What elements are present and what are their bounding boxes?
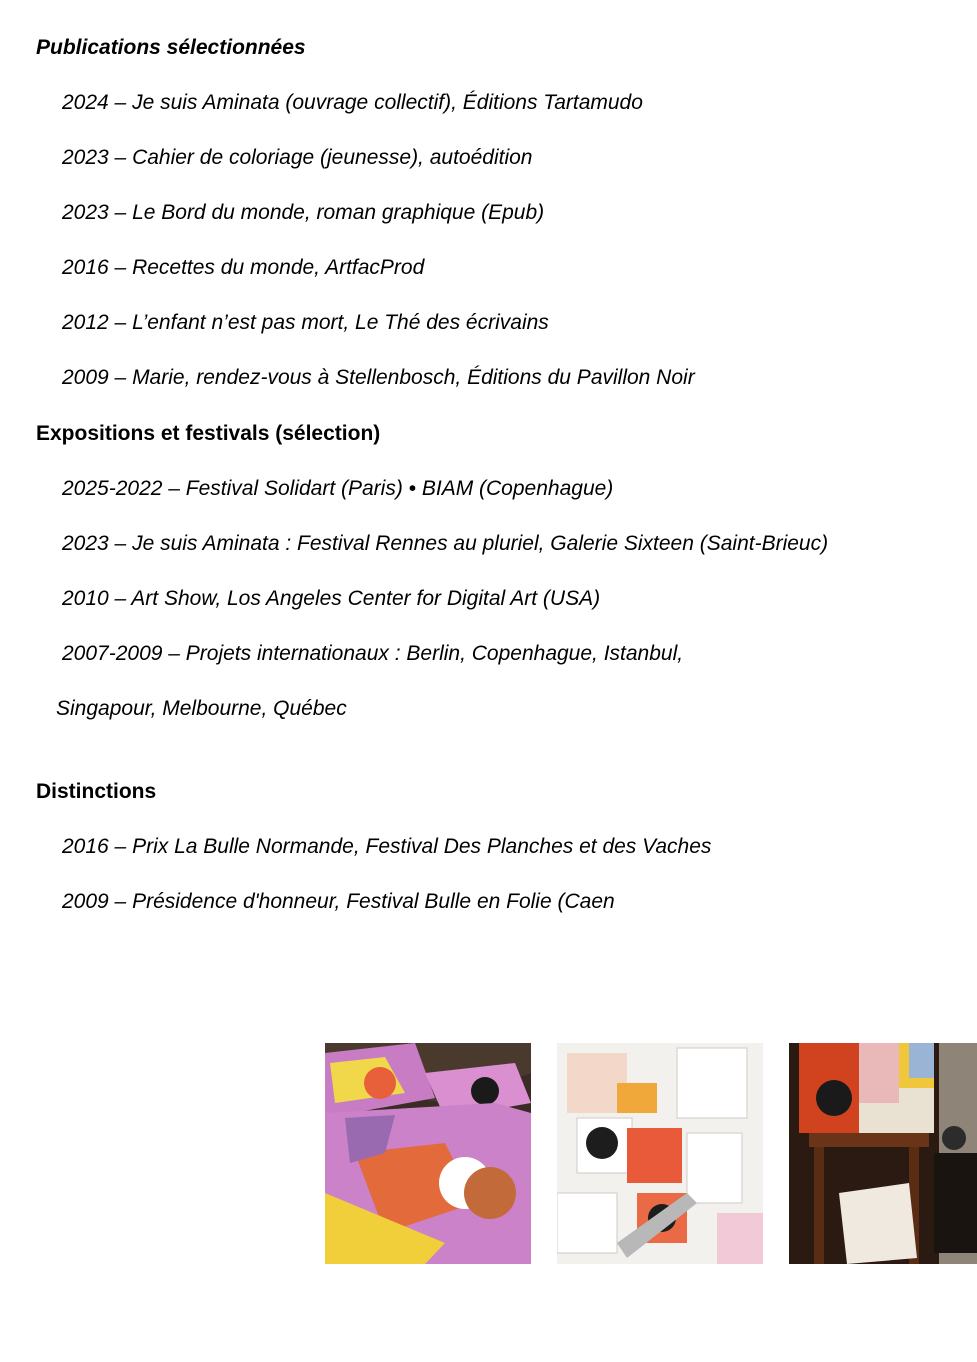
publication-item: 2012 – L’enfant n’est pas mort, Le Thé des écrivains [62, 311, 549, 334]
publication-item: 2023 – Cahier de coloriage (jeunesse), autoédition [62, 146, 533, 169]
distinction-item: 2009 – Présidence d'honneur, Festival Bulle en Folie (Caen [62, 890, 615, 913]
distinction-item: 2016 – Prix La Bulle Normande, Festival Des Planches et des Vaches [62, 835, 712, 858]
expositions-heading: Expositions et festivals (sélection) [36, 422, 381, 445]
distinctions-heading: Distinctions [36, 780, 157, 803]
publication-item: 2016 – Recettes du monde, ArtfacProd [62, 256, 425, 279]
publication-item: 2024 – Je suis Aminata (ouvrage collectif), Éditions Tartamudo [62, 91, 643, 114]
artwork-prints-photo [325, 1043, 531, 1264]
exposition-item: 2010 – Art Show, Los Angeles Center for Digital Art (USA) [62, 587, 601, 610]
publication-item: 2023 – Le Bord du monde, roman graphique (Epub) [62, 201, 545, 224]
exposition-item: 2025-2022 – Festival Solidart (Paris) • BIAM (Copenhague) [62, 477, 614, 500]
exposition-item: 2023 – Je suis Aminata : Festival Rennes au pluriel, Galerie Sixteen (Saint-Brieuc) [62, 532, 829, 555]
exposition-item-continuation: Singapour, Melbourne, Québec [56, 697, 347, 720]
easel-studio-photo [789, 1043, 977, 1264]
publications-heading: Publications sélectionnées [36, 36, 306, 59]
publication-item: 2009 – Marie, rendez-vous à Stellenbosch, Éditions du Pavillon Noir [62, 366, 695, 389]
sketches-on-table-photo [557, 1043, 763, 1264]
exposition-item: 2007-2009 – Projets internationaux : Berlin, Copenhague, Istanbul, [62, 642, 684, 665]
